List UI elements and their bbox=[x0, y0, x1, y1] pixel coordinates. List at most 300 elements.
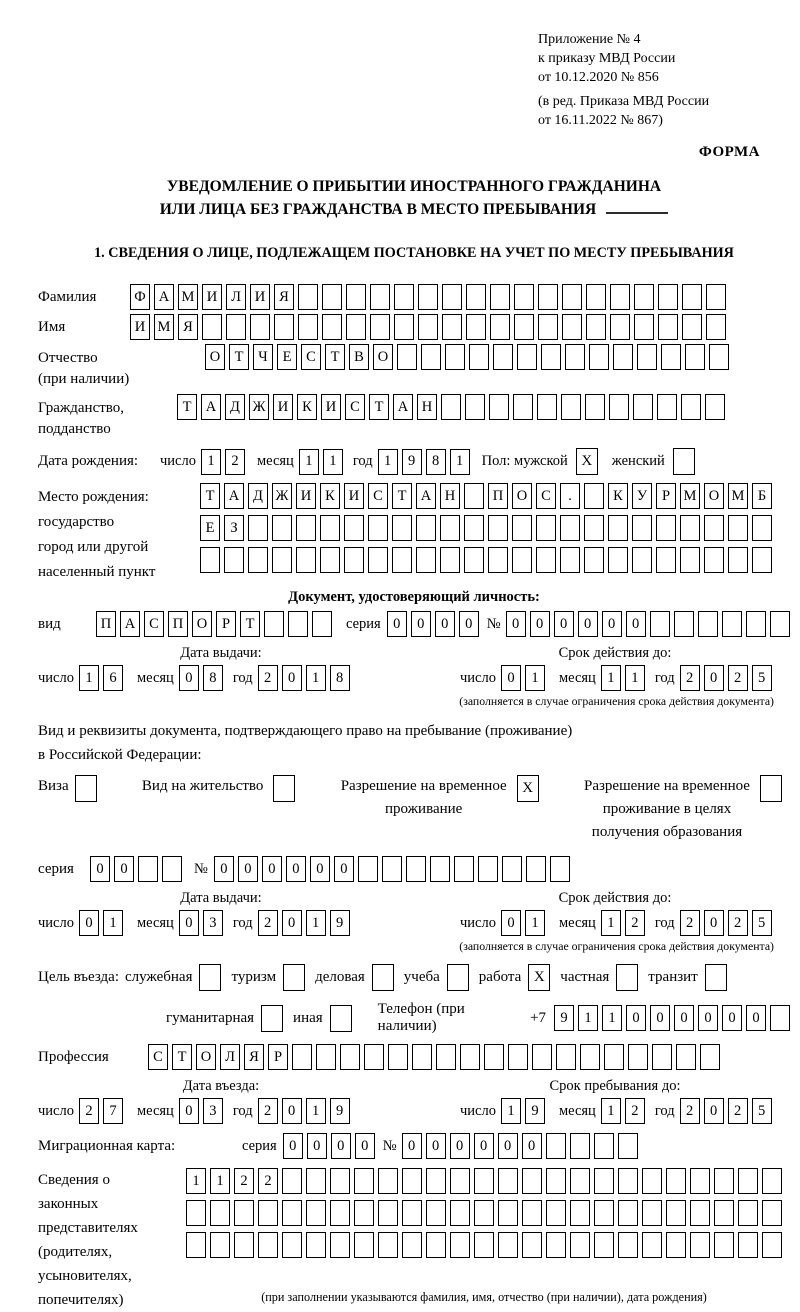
char-box[interactable]: 0 bbox=[179, 1098, 199, 1124]
char-box[interactable]: 1 bbox=[525, 910, 545, 936]
char-box[interactable] bbox=[658, 284, 678, 310]
char-box[interactable] bbox=[402, 1232, 422, 1258]
char-box[interactable]: Т bbox=[172, 1044, 192, 1070]
char-box[interactable]: Т bbox=[325, 344, 345, 370]
char-box[interactable]: 1 bbox=[201, 449, 221, 475]
char-box[interactable] bbox=[752, 515, 772, 541]
char-box[interactable]: 0 bbox=[704, 1098, 724, 1124]
char-box[interactable]: 0 bbox=[282, 665, 302, 691]
char-box[interactable]: И bbox=[344, 483, 364, 509]
char-box[interactable] bbox=[674, 611, 694, 637]
char-box[interactable]: Н bbox=[440, 483, 460, 509]
char-box[interactable] bbox=[370, 314, 390, 340]
char-box[interactable] bbox=[550, 856, 570, 882]
char-box[interactable]: Р bbox=[656, 483, 676, 509]
char-box[interactable] bbox=[762, 1200, 782, 1226]
char-box[interactable] bbox=[202, 314, 222, 340]
char-box[interactable] bbox=[536, 547, 556, 573]
char-box[interactable]: Б bbox=[752, 483, 772, 509]
char-box[interactable] bbox=[322, 314, 342, 340]
char-box[interactable] bbox=[586, 314, 606, 340]
char-box[interactable]: 0 bbox=[501, 910, 521, 936]
char-box[interactable]: Е bbox=[200, 515, 220, 541]
char-box[interactable] bbox=[594, 1232, 614, 1258]
char-box[interactable] bbox=[406, 856, 426, 882]
char-box[interactable] bbox=[282, 1232, 302, 1258]
char-box[interactable] bbox=[484, 1044, 504, 1070]
char-box[interactable] bbox=[464, 547, 484, 573]
char-box[interactable] bbox=[762, 1232, 782, 1258]
char-box[interactable] bbox=[346, 284, 366, 310]
char-box[interactable] bbox=[704, 547, 724, 573]
char-box[interactable]: 8 bbox=[330, 665, 350, 691]
char-box[interactable]: 7 bbox=[103, 1098, 123, 1124]
char-box[interactable] bbox=[714, 1200, 734, 1226]
char-box[interactable] bbox=[392, 547, 412, 573]
char-box[interactable] bbox=[402, 1168, 422, 1194]
char-box[interactable]: А bbox=[224, 483, 244, 509]
char-box[interactable] bbox=[454, 856, 474, 882]
char-box[interactable] bbox=[370, 284, 390, 310]
char-box[interactable] bbox=[613, 344, 633, 370]
char-box[interactable] bbox=[488, 547, 508, 573]
char-box[interactable] bbox=[416, 547, 436, 573]
char-box[interactable]: 0 bbox=[283, 1133, 303, 1159]
char-box[interactable] bbox=[382, 856, 402, 882]
char-box[interactable] bbox=[394, 314, 414, 340]
char-box[interactable]: П bbox=[168, 611, 188, 637]
char-box[interactable] bbox=[234, 1200, 254, 1226]
char-box[interactable]: Е bbox=[277, 344, 297, 370]
char-box[interactable] bbox=[584, 547, 604, 573]
char-box[interactable]: 2 bbox=[625, 1098, 645, 1124]
char-box[interactable] bbox=[536, 515, 556, 541]
char-box[interactable]: . bbox=[560, 483, 580, 509]
char-box[interactable] bbox=[378, 1200, 398, 1226]
char-box[interactable] bbox=[465, 394, 485, 420]
purpose-private-checkbox[interactable] bbox=[616, 964, 638, 991]
char-box[interactable] bbox=[464, 515, 484, 541]
char-box[interactable] bbox=[656, 515, 676, 541]
char-box[interactable]: О bbox=[704, 483, 724, 509]
char-box[interactable] bbox=[430, 856, 450, 882]
char-box[interactable] bbox=[440, 515, 460, 541]
char-box[interactable] bbox=[296, 547, 316, 573]
char-box[interactable] bbox=[682, 314, 702, 340]
char-box[interactable]: 1 bbox=[79, 665, 99, 691]
char-box[interactable] bbox=[474, 1200, 494, 1226]
char-box[interactable] bbox=[416, 515, 436, 541]
char-box[interactable]: 0 bbox=[90, 856, 110, 882]
char-box[interactable] bbox=[354, 1200, 374, 1226]
char-box[interactable]: 2 bbox=[258, 1168, 278, 1194]
char-box[interactable]: 1 bbox=[602, 1005, 622, 1031]
char-box[interactable] bbox=[296, 515, 316, 541]
char-box[interactable] bbox=[258, 1232, 278, 1258]
char-box[interactable]: 0 bbox=[179, 665, 199, 691]
char-box[interactable] bbox=[248, 547, 268, 573]
char-box[interactable] bbox=[498, 1200, 518, 1226]
char-box[interactable]: 8 bbox=[203, 665, 223, 691]
char-box[interactable]: А bbox=[416, 483, 436, 509]
char-box[interactable]: 0 bbox=[650, 1005, 670, 1031]
char-box[interactable]: 3 bbox=[203, 1098, 223, 1124]
char-box[interactable]: 0 bbox=[310, 856, 330, 882]
char-box[interactable] bbox=[514, 284, 534, 310]
char-box[interactable]: К bbox=[608, 483, 628, 509]
char-box[interactable] bbox=[272, 515, 292, 541]
char-box[interactable]: 1 bbox=[601, 910, 621, 936]
char-box[interactable]: 0 bbox=[387, 611, 407, 637]
char-box[interactable] bbox=[358, 856, 378, 882]
char-box[interactable]: 2 bbox=[79, 1098, 99, 1124]
char-box[interactable] bbox=[442, 284, 462, 310]
char-box[interactable]: С bbox=[144, 611, 164, 637]
char-box[interactable]: И bbox=[296, 483, 316, 509]
char-box[interactable]: С bbox=[345, 394, 365, 420]
char-box[interactable]: 0 bbox=[674, 1005, 694, 1031]
char-box[interactable] bbox=[489, 394, 509, 420]
char-box[interactable]: 0 bbox=[114, 856, 134, 882]
char-box[interactable] bbox=[610, 284, 630, 310]
char-box[interactable]: И bbox=[250, 284, 270, 310]
char-box[interactable]: М bbox=[154, 314, 174, 340]
char-box[interactable]: 2 bbox=[625, 910, 645, 936]
char-box[interactable]: 2 bbox=[680, 665, 700, 691]
char-box[interactable] bbox=[570, 1232, 590, 1258]
char-box[interactable]: 0 bbox=[578, 611, 598, 637]
char-box[interactable] bbox=[652, 1044, 672, 1070]
char-box[interactable]: 0 bbox=[450, 1133, 470, 1159]
char-box[interactable] bbox=[589, 344, 609, 370]
char-box[interactable] bbox=[570, 1200, 590, 1226]
char-box[interactable] bbox=[604, 1044, 624, 1070]
char-box[interactable]: И bbox=[321, 394, 341, 420]
char-box[interactable]: 9 bbox=[330, 910, 350, 936]
char-box[interactable] bbox=[513, 394, 533, 420]
char-box[interactable] bbox=[474, 1168, 494, 1194]
char-box[interactable] bbox=[594, 1133, 614, 1159]
char-box[interactable] bbox=[618, 1168, 638, 1194]
char-box[interactable] bbox=[272, 547, 292, 573]
char-box[interactable]: Н bbox=[417, 394, 437, 420]
char-box[interactable]: Л bbox=[226, 284, 246, 310]
char-box[interactable] bbox=[344, 515, 364, 541]
char-box[interactable]: С bbox=[148, 1044, 168, 1070]
char-box[interactable]: Т bbox=[369, 394, 389, 420]
char-box[interactable]: 1 bbox=[210, 1168, 230, 1194]
char-box[interactable] bbox=[490, 284, 510, 310]
char-box[interactable] bbox=[634, 284, 654, 310]
char-box[interactable] bbox=[306, 1168, 326, 1194]
char-box[interactable] bbox=[546, 1133, 566, 1159]
char-box[interactable] bbox=[584, 515, 604, 541]
char-box[interactable] bbox=[264, 611, 284, 637]
char-box[interactable]: 0 bbox=[626, 1005, 646, 1031]
char-box[interactable]: Я bbox=[244, 1044, 264, 1070]
char-box[interactable] bbox=[493, 344, 513, 370]
char-box[interactable] bbox=[418, 284, 438, 310]
char-box[interactable] bbox=[274, 314, 294, 340]
char-box[interactable] bbox=[378, 1168, 398, 1194]
char-box[interactable] bbox=[584, 483, 604, 509]
char-box[interactable] bbox=[402, 1200, 422, 1226]
char-box[interactable]: 0 bbox=[282, 910, 302, 936]
char-box[interactable] bbox=[738, 1168, 758, 1194]
purpose-other-checkbox[interactable] bbox=[330, 1005, 352, 1032]
purpose-official-checkbox[interactable] bbox=[199, 964, 221, 991]
char-box[interactable] bbox=[546, 1200, 566, 1226]
char-box[interactable]: 0 bbox=[179, 910, 199, 936]
char-box[interactable]: Ж bbox=[249, 394, 269, 420]
char-box[interactable] bbox=[690, 1200, 710, 1226]
char-box[interactable]: 0 bbox=[282, 1098, 302, 1124]
char-box[interactable] bbox=[498, 1232, 518, 1258]
char-box[interactable]: 0 bbox=[530, 611, 550, 637]
char-box[interactable] bbox=[378, 1232, 398, 1258]
char-box[interactable] bbox=[466, 284, 486, 310]
char-box[interactable] bbox=[322, 284, 342, 310]
char-box[interactable]: 2 bbox=[680, 1098, 700, 1124]
char-box[interactable] bbox=[330, 1200, 350, 1226]
char-box[interactable] bbox=[364, 1044, 384, 1070]
char-box[interactable] bbox=[397, 344, 417, 370]
char-box[interactable] bbox=[609, 394, 629, 420]
char-box[interactable] bbox=[676, 1044, 696, 1070]
char-box[interactable]: 2 bbox=[258, 665, 278, 691]
char-box[interactable] bbox=[466, 314, 486, 340]
char-box[interactable] bbox=[586, 284, 606, 310]
char-box[interactable]: 0 bbox=[331, 1133, 351, 1159]
char-box[interactable] bbox=[460, 1044, 480, 1070]
char-box[interactable] bbox=[704, 515, 724, 541]
char-box[interactable] bbox=[657, 394, 677, 420]
char-box[interactable]: О bbox=[192, 611, 212, 637]
char-box[interactable]: 1 bbox=[103, 910, 123, 936]
char-box[interactable] bbox=[565, 344, 585, 370]
char-box[interactable]: 2 bbox=[234, 1168, 254, 1194]
char-box[interactable]: 9 bbox=[525, 1098, 545, 1124]
char-box[interactable]: Р bbox=[268, 1044, 288, 1070]
char-box[interactable] bbox=[412, 1044, 432, 1070]
char-box[interactable] bbox=[392, 515, 412, 541]
char-box[interactable] bbox=[368, 515, 388, 541]
char-box[interactable]: 0 bbox=[474, 1133, 494, 1159]
char-box[interactable] bbox=[316, 1044, 336, 1070]
char-box[interactable]: Д bbox=[225, 394, 245, 420]
char-box[interactable] bbox=[248, 515, 268, 541]
purpose-work-checkbox[interactable]: X bbox=[528, 964, 550, 991]
char-box[interactable] bbox=[666, 1168, 686, 1194]
char-box[interactable]: 0 bbox=[355, 1133, 375, 1159]
char-box[interactable] bbox=[320, 547, 340, 573]
char-box[interactable] bbox=[498, 1168, 518, 1194]
char-box[interactable]: 1 bbox=[501, 1098, 521, 1124]
char-box[interactable]: Л bbox=[220, 1044, 240, 1070]
char-box[interactable]: Д bbox=[248, 483, 268, 509]
char-box[interactable]: З bbox=[224, 515, 244, 541]
char-box[interactable] bbox=[658, 314, 678, 340]
char-box[interactable]: Р bbox=[216, 611, 236, 637]
option-visa-checkbox[interactable] bbox=[75, 775, 97, 802]
char-box[interactable]: 2 bbox=[258, 910, 278, 936]
char-box[interactable] bbox=[738, 1232, 758, 1258]
char-box[interactable] bbox=[426, 1200, 446, 1226]
char-box[interactable]: 0 bbox=[426, 1133, 446, 1159]
char-box[interactable]: И bbox=[130, 314, 150, 340]
char-box[interactable] bbox=[234, 1232, 254, 1258]
char-box[interactable]: 9 bbox=[554, 1005, 574, 1031]
char-box[interactable] bbox=[368, 547, 388, 573]
char-box[interactable]: 5 bbox=[752, 665, 772, 691]
char-box[interactable] bbox=[436, 1044, 456, 1070]
char-box[interactable] bbox=[282, 1168, 302, 1194]
char-box[interactable] bbox=[728, 515, 748, 541]
char-box[interactable] bbox=[250, 314, 270, 340]
char-box[interactable]: 0 bbox=[746, 1005, 766, 1031]
char-box[interactable] bbox=[714, 1168, 734, 1194]
char-box[interactable]: П bbox=[96, 611, 116, 637]
char-box[interactable] bbox=[162, 856, 182, 882]
char-box[interactable]: 2 bbox=[728, 665, 748, 691]
char-box[interactable] bbox=[210, 1232, 230, 1258]
char-box[interactable] bbox=[722, 611, 742, 637]
char-box[interactable] bbox=[698, 611, 718, 637]
char-box[interactable] bbox=[442, 314, 462, 340]
char-box[interactable]: 0 bbox=[79, 910, 99, 936]
char-box[interactable]: В bbox=[349, 344, 369, 370]
char-box[interactable] bbox=[330, 1168, 350, 1194]
char-box[interactable] bbox=[642, 1200, 662, 1226]
char-box[interactable]: 0 bbox=[307, 1133, 327, 1159]
char-box[interactable]: 1 bbox=[299, 449, 319, 475]
char-box[interactable]: 2 bbox=[225, 449, 245, 475]
char-box[interactable]: 6 bbox=[103, 665, 123, 691]
char-box[interactable]: 1 bbox=[578, 1005, 598, 1031]
purpose-humanitarian-checkbox[interactable] bbox=[261, 1005, 283, 1032]
char-box[interactable] bbox=[537, 394, 557, 420]
char-box[interactable]: А bbox=[120, 611, 140, 637]
char-box[interactable] bbox=[478, 856, 498, 882]
char-box[interactable]: 0 bbox=[704, 910, 724, 936]
char-box[interactable]: 0 bbox=[402, 1133, 422, 1159]
char-box[interactable] bbox=[226, 314, 246, 340]
char-box[interactable] bbox=[682, 284, 702, 310]
char-box[interactable] bbox=[594, 1168, 614, 1194]
char-box[interactable]: 1 bbox=[625, 665, 645, 691]
char-box[interactable]: 0 bbox=[602, 611, 622, 637]
char-box[interactable] bbox=[394, 284, 414, 310]
char-box[interactable]: М bbox=[728, 483, 748, 509]
char-box[interactable] bbox=[632, 515, 652, 541]
char-box[interactable] bbox=[488, 515, 508, 541]
char-box[interactable] bbox=[288, 611, 308, 637]
option-residence-permit-checkbox[interactable] bbox=[273, 775, 295, 802]
char-box[interactable] bbox=[538, 314, 558, 340]
char-box[interactable] bbox=[474, 1232, 494, 1258]
char-box[interactable] bbox=[700, 1044, 720, 1070]
char-box[interactable] bbox=[138, 856, 158, 882]
char-box[interactable]: 0 bbox=[498, 1133, 518, 1159]
char-box[interactable] bbox=[633, 394, 653, 420]
char-box[interactable]: П bbox=[488, 483, 508, 509]
char-box[interactable]: Т bbox=[240, 611, 260, 637]
purpose-business-checkbox[interactable] bbox=[372, 964, 394, 991]
char-box[interactable] bbox=[340, 1044, 360, 1070]
char-box[interactable]: О bbox=[205, 344, 225, 370]
char-box[interactable] bbox=[690, 1168, 710, 1194]
char-box[interactable] bbox=[666, 1232, 686, 1258]
char-box[interactable] bbox=[522, 1200, 542, 1226]
char-box[interactable] bbox=[541, 344, 561, 370]
char-box[interactable] bbox=[440, 547, 460, 573]
char-box[interactable]: М bbox=[680, 483, 700, 509]
char-box[interactable]: 0 bbox=[214, 856, 234, 882]
char-box[interactable] bbox=[426, 1232, 446, 1258]
char-box[interactable] bbox=[618, 1232, 638, 1258]
char-box[interactable] bbox=[642, 1232, 662, 1258]
option-temp-residence-checkbox[interactable]: X bbox=[517, 775, 539, 802]
char-box[interactable] bbox=[637, 344, 657, 370]
char-box[interactable] bbox=[728, 547, 748, 573]
char-box[interactable] bbox=[224, 547, 244, 573]
char-box[interactable]: С bbox=[301, 344, 321, 370]
char-box[interactable] bbox=[512, 515, 532, 541]
char-box[interactable] bbox=[418, 314, 438, 340]
char-box[interactable]: К bbox=[297, 394, 317, 420]
char-box[interactable] bbox=[502, 856, 522, 882]
char-box[interactable] bbox=[570, 1168, 590, 1194]
char-box[interactable] bbox=[746, 611, 766, 637]
char-box[interactable] bbox=[532, 1044, 552, 1070]
char-box[interactable]: 0 bbox=[626, 611, 646, 637]
char-box[interactable]: 0 bbox=[435, 611, 455, 637]
sex-male-checkbox[interactable]: X bbox=[576, 448, 598, 475]
char-box[interactable]: 5 bbox=[752, 1098, 772, 1124]
char-box[interactable]: 0 bbox=[506, 611, 526, 637]
char-box[interactable]: Я bbox=[274, 284, 294, 310]
purpose-tourism-checkbox[interactable] bbox=[283, 964, 305, 991]
char-box[interactable] bbox=[628, 1044, 648, 1070]
char-box[interactable] bbox=[469, 344, 489, 370]
char-box[interactable] bbox=[186, 1200, 206, 1226]
char-box[interactable]: 9 bbox=[402, 449, 422, 475]
char-box[interactable] bbox=[680, 515, 700, 541]
char-box[interactable]: 1 bbox=[306, 665, 326, 691]
char-box[interactable]: 2 bbox=[680, 910, 700, 936]
char-box[interactable] bbox=[298, 314, 318, 340]
char-box[interactable]: А bbox=[201, 394, 221, 420]
char-box[interactable] bbox=[512, 547, 532, 573]
char-box[interactable]: 0 bbox=[238, 856, 258, 882]
char-box[interactable] bbox=[706, 314, 726, 340]
char-box[interactable] bbox=[666, 1200, 686, 1226]
char-box[interactable] bbox=[421, 344, 441, 370]
char-box[interactable] bbox=[426, 1168, 446, 1194]
char-box[interactable]: С bbox=[536, 483, 556, 509]
sex-female-checkbox[interactable] bbox=[673, 448, 695, 475]
char-box[interactable]: 1 bbox=[378, 449, 398, 475]
char-box[interactable] bbox=[450, 1232, 470, 1258]
char-box[interactable]: 1 bbox=[525, 665, 545, 691]
char-box[interactable] bbox=[346, 314, 366, 340]
char-box[interactable] bbox=[681, 394, 701, 420]
char-box[interactable] bbox=[292, 1044, 312, 1070]
char-box[interactable]: И bbox=[202, 284, 222, 310]
char-box[interactable] bbox=[560, 515, 580, 541]
char-box[interactable]: 2 bbox=[728, 1098, 748, 1124]
char-box[interactable]: 0 bbox=[522, 1133, 542, 1159]
